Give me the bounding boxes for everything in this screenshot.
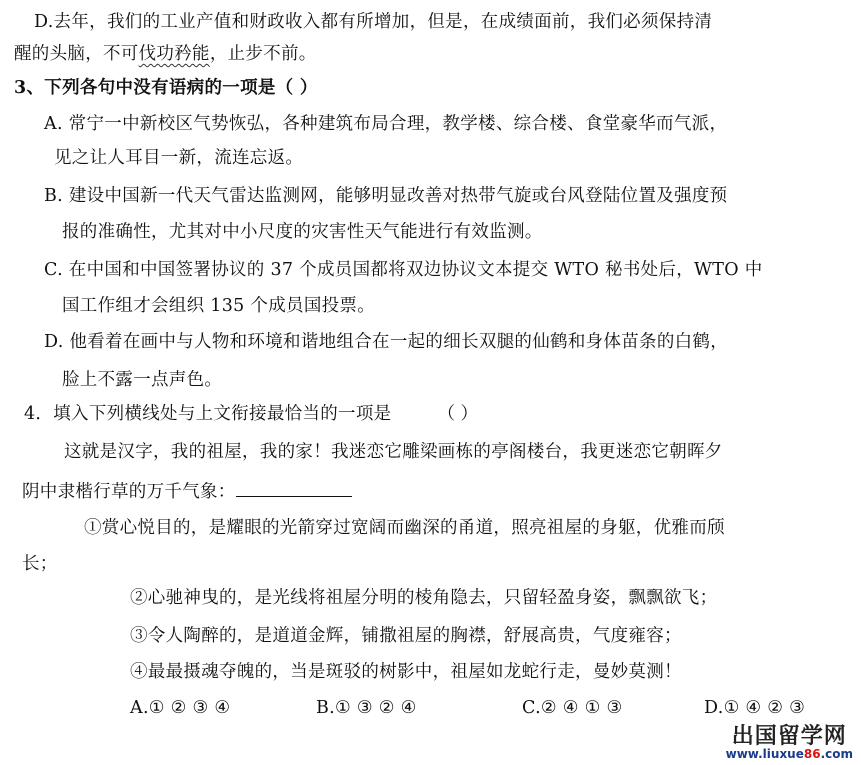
watermark-url-pre: www.liuxue	[725, 747, 804, 762]
q3-option-c-line1: C. 在中国和中国签署协议的 37 个成员国都将双边协议文本提交 WTO 秘书处后，WTO 中	[44, 260, 763, 280]
q2-option-d-text-end: ，止步不前。	[209, 44, 317, 64]
q4-option-b: B.① ③ ② ④	[316, 698, 417, 718]
q3-option-d-line1: D. 他看着在画中与人物和环境和谐地组合在一起的细长双腿的仙鹤和身体苗条的白鹤，	[44, 332, 729, 352]
q4-sentence-1-line1: ①赏心悦目的，是耀眼的光箭穿过宽阔而幽深的甬道，照亮祖屋的身躯，优雅而颀	[84, 518, 725, 538]
q4-sentence-4: ④最最摄魂夺魄的，当是斑驳的树影中，祖屋如龙蛇行走，曼妙莫测！	[130, 662, 682, 682]
watermark-url-num: 86	[803, 747, 821, 762]
question-4-stem	[24, 402, 478, 426]
wavy-underlined-phrase: 伐功矜能	[138, 44, 210, 64]
site-watermark-logo	[726, 725, 853, 761]
q4-option-a: A.① ② ③ ④	[130, 698, 231, 718]
q3-option-d-line2: 脸上不露一点声色。	[62, 370, 223, 390]
q2-option-d-line1: D.去年，我们的工业产值和财政收入都有所增加，但是，在成绩面前，我们必须保持清	[34, 12, 713, 32]
q3-option-b-line2: 报的准确性，尤其对中小尺度的灾害性天气能进行有效监测。	[62, 222, 543, 242]
q2-option-d-line2	[14, 42, 317, 66]
q4-sentence-2: ②心驰神曳的，是光线将祖屋分明的棱角隐去，只留轻盈身姿，飘飘欲飞；	[130, 588, 718, 608]
q3-option-b-line1: B. 建设中国新一代天气雷达监测网，能够明显改善对热带气旋或台风登陆位置及强度预	[44, 186, 728, 206]
q4-stem-text: 4．填入下列横线处与上文衔接最恰当的一项是	[24, 404, 392, 424]
q3-option-a-line2: 见之让人耳目一新，流连忘返。	[54, 148, 304, 168]
q4-sentence-1-line2: 长；	[22, 554, 58, 574]
q4-option-c: C.② ④ ① ③	[522, 698, 623, 718]
q4-answer-paren: （ ）	[437, 404, 479, 424]
watermark-url-post: .com	[820, 747, 853, 762]
q4-sentence-3: ③令人陶醉的，是道道金辉，铺撒祖屋的胸襟，舒展高贵，气度雍容；	[130, 626, 682, 646]
q2-option-d-text: 醒的头脑，不可	[14, 44, 139, 64]
fill-in-blank	[236, 478, 352, 497]
q4-passage-line2	[22, 478, 352, 504]
watermark-url	[726, 748, 853, 761]
q4-passage-text: 阴中隶楷行草的万千气象：	[22, 482, 236, 502]
q4-option-d: D.① ④ ② ③	[704, 698, 806, 718]
q3-option-a-line1: A. 常宁一中新校区气势恢弘，各种建筑布局合理，教学楼、综合楼、食堂豪华而气派，	[44, 114, 728, 134]
watermark-site-name: 出国留学网	[731, 724, 847, 750]
q3-option-c-line2: 国工作组才会组织 135 个成员国投票。	[62, 296, 376, 316]
q4-passage-line1: 这就是汉字，我的祖屋，我的家！我迷恋它雕梁画栋的亭阁楼台，我更迷恋它朝晖夕	[64, 442, 723, 462]
question-3-stem: 3、下列各句中没有语病的一项是（ ）	[14, 78, 318, 98]
